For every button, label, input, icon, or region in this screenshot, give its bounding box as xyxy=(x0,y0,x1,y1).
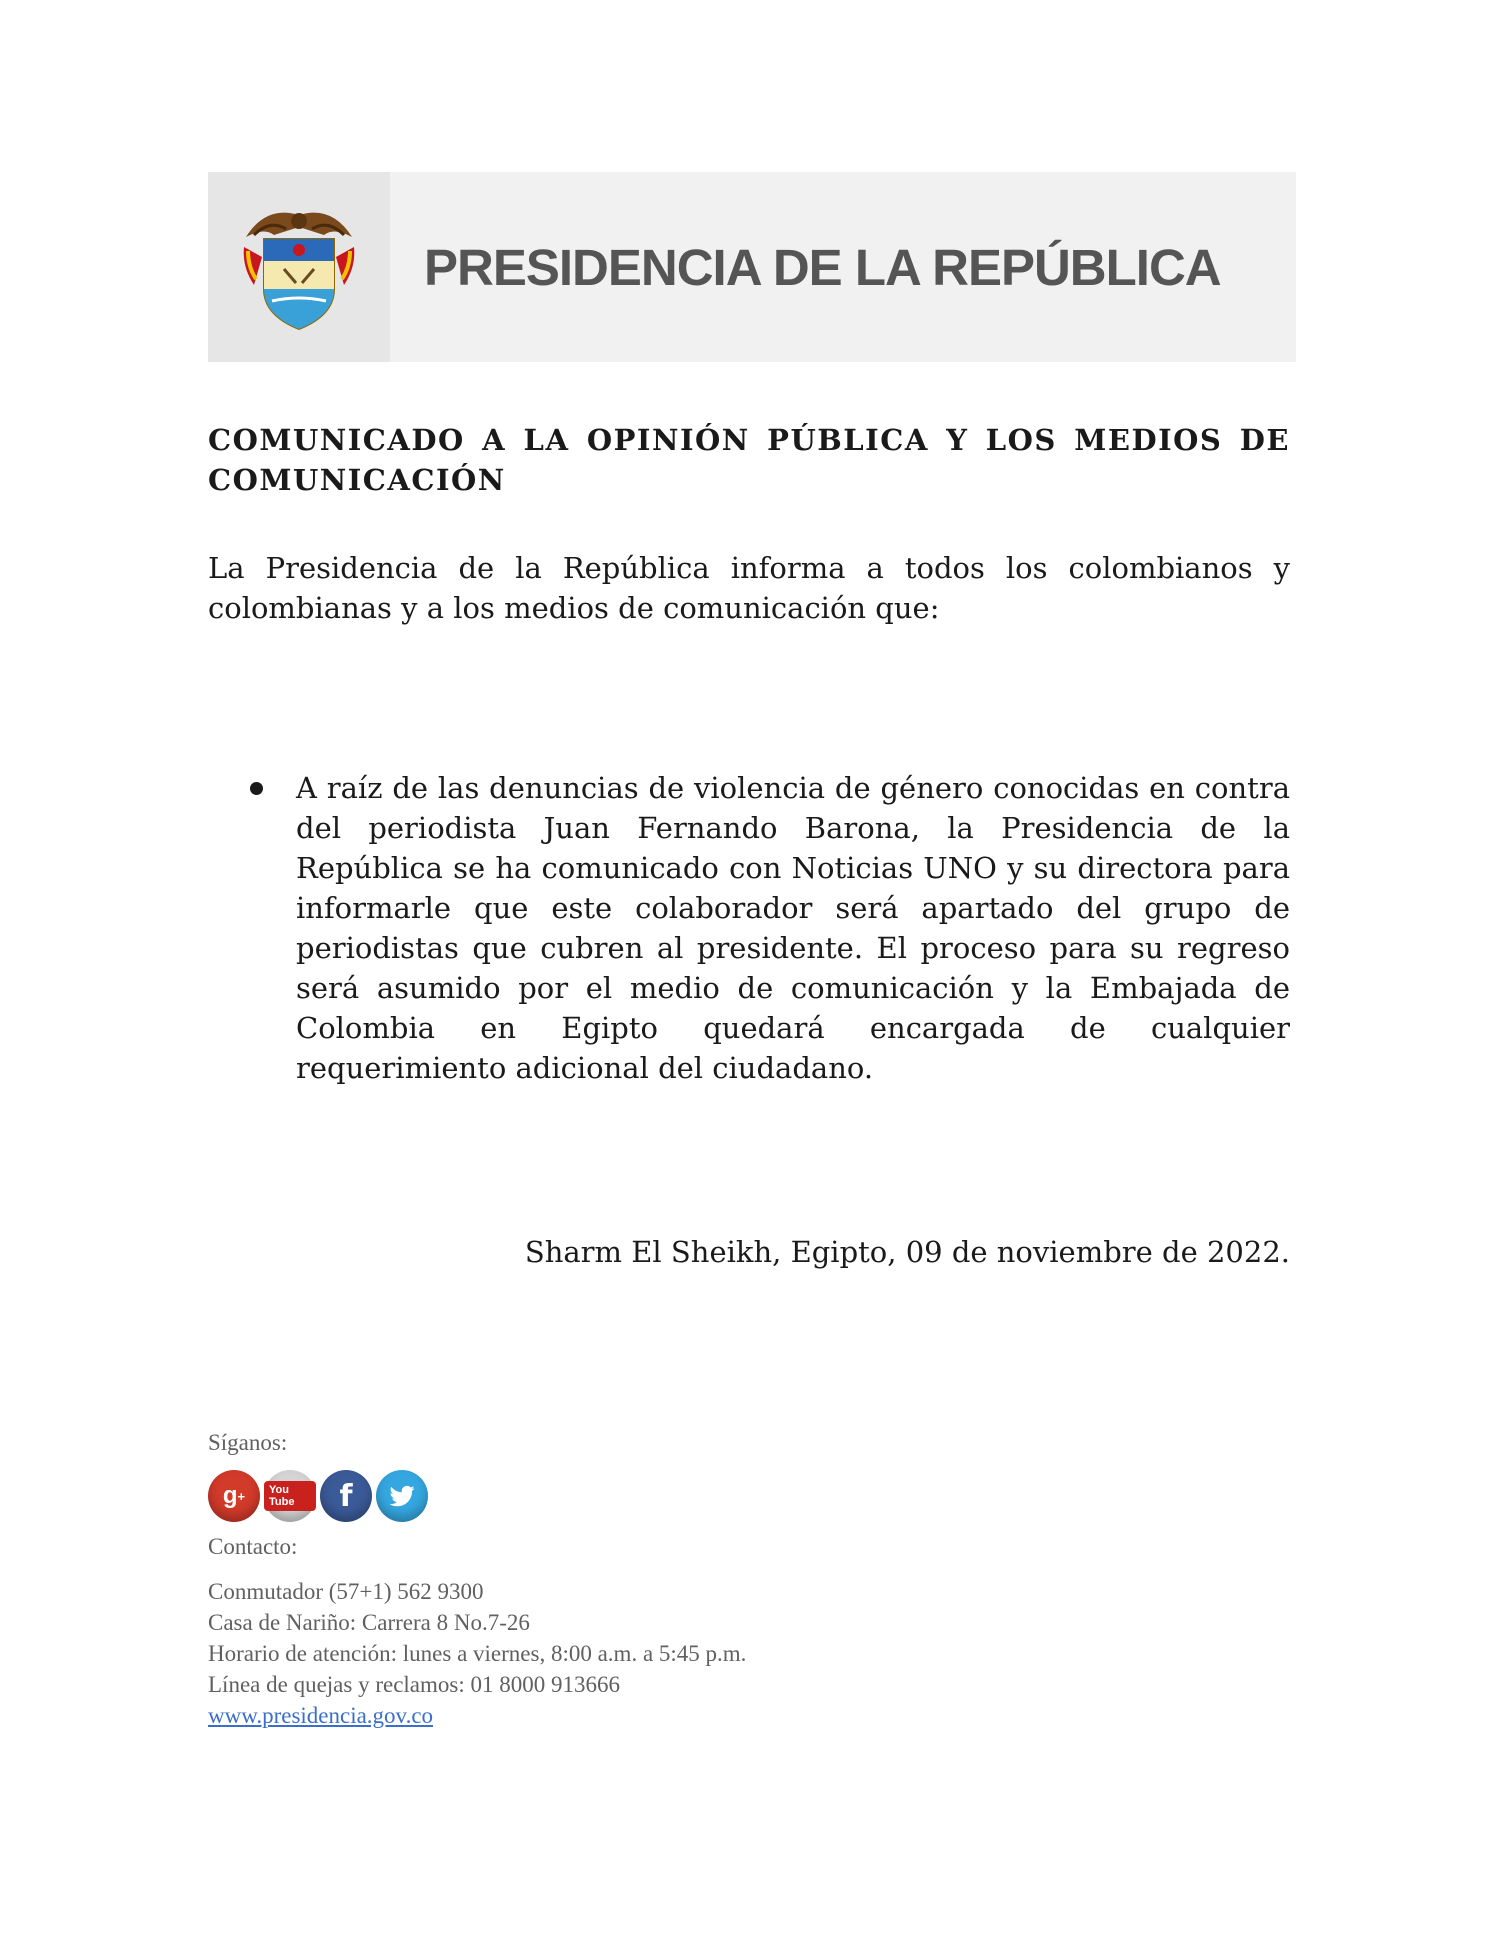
social-links xyxy=(208,1470,908,1522)
twitter-icon[interactable] xyxy=(376,1470,428,1522)
bullet-list xyxy=(208,768,1290,1088)
website-link[interactable]: www.presidencia.gov.co xyxy=(208,1703,434,1728)
list-item-text: A raíz de las denuncias de violencia de género conocidas en contra del periodista Juan Fernando Barona, la Presidencia de la República se ha comunicado con Noticias UNO y su directora para informarle que este colaborador será apartado del grupo de periodistas que cubren al presidente. El proceso para su regreso será asumido por el medio de comunicación y la Embajada de Colombia en Egipto quedará encargada de cualquier requerimiento adicional del ciudadano. xyxy=(296,771,1290,1085)
list-item xyxy=(296,768,1290,1088)
follow-label: Síganos: xyxy=(208,1430,288,1455)
dateline: Sharm El Sheikh, Egipto, 09 de noviembre de 2022. xyxy=(524,1235,1290,1269)
youtube-label: You Tube xyxy=(264,1481,316,1511)
institution-title: PRESIDENCIA DE LA REPÚBLICA xyxy=(424,238,1221,296)
bullet-point-icon xyxy=(250,782,263,795)
intro-paragraph: La Presidencia de la República informa a todos los colombianos y colombianas y a los medios de comunicación que: xyxy=(208,551,1290,625)
complaints-line: Línea de quejas y reclamos: 01 8000 913666 xyxy=(208,1672,620,1697)
facebook-icon[interactable]: f xyxy=(320,1470,372,1522)
phone-line: Conmutador (57+1) 562 9300 xyxy=(208,1579,484,1604)
letterhead xyxy=(208,172,1296,362)
footer xyxy=(208,1428,908,1731)
colombia-coat-of-arms-icon xyxy=(236,197,362,337)
contact-label: Contacto: xyxy=(208,1534,298,1559)
communique-heading: COMUNICADO A LA OPINIÓN PÚBLICA Y LOS MEDIOS DE COMUNICACIÓN xyxy=(208,423,1290,497)
document-body xyxy=(208,420,1290,1272)
address-line: Casa de Nariño: Carrera 8 No.7-26 xyxy=(208,1610,530,1635)
hours-line: Horario de atención: lunes a viernes, 8:00 a.m. a 5:45 p.m. xyxy=(208,1641,747,1666)
google-plus-icon[interactable]: g + xyxy=(208,1470,260,1522)
youtube-icon[interactable] xyxy=(264,1470,316,1522)
contact-lines xyxy=(208,1576,908,1731)
crest-panel xyxy=(208,172,390,362)
